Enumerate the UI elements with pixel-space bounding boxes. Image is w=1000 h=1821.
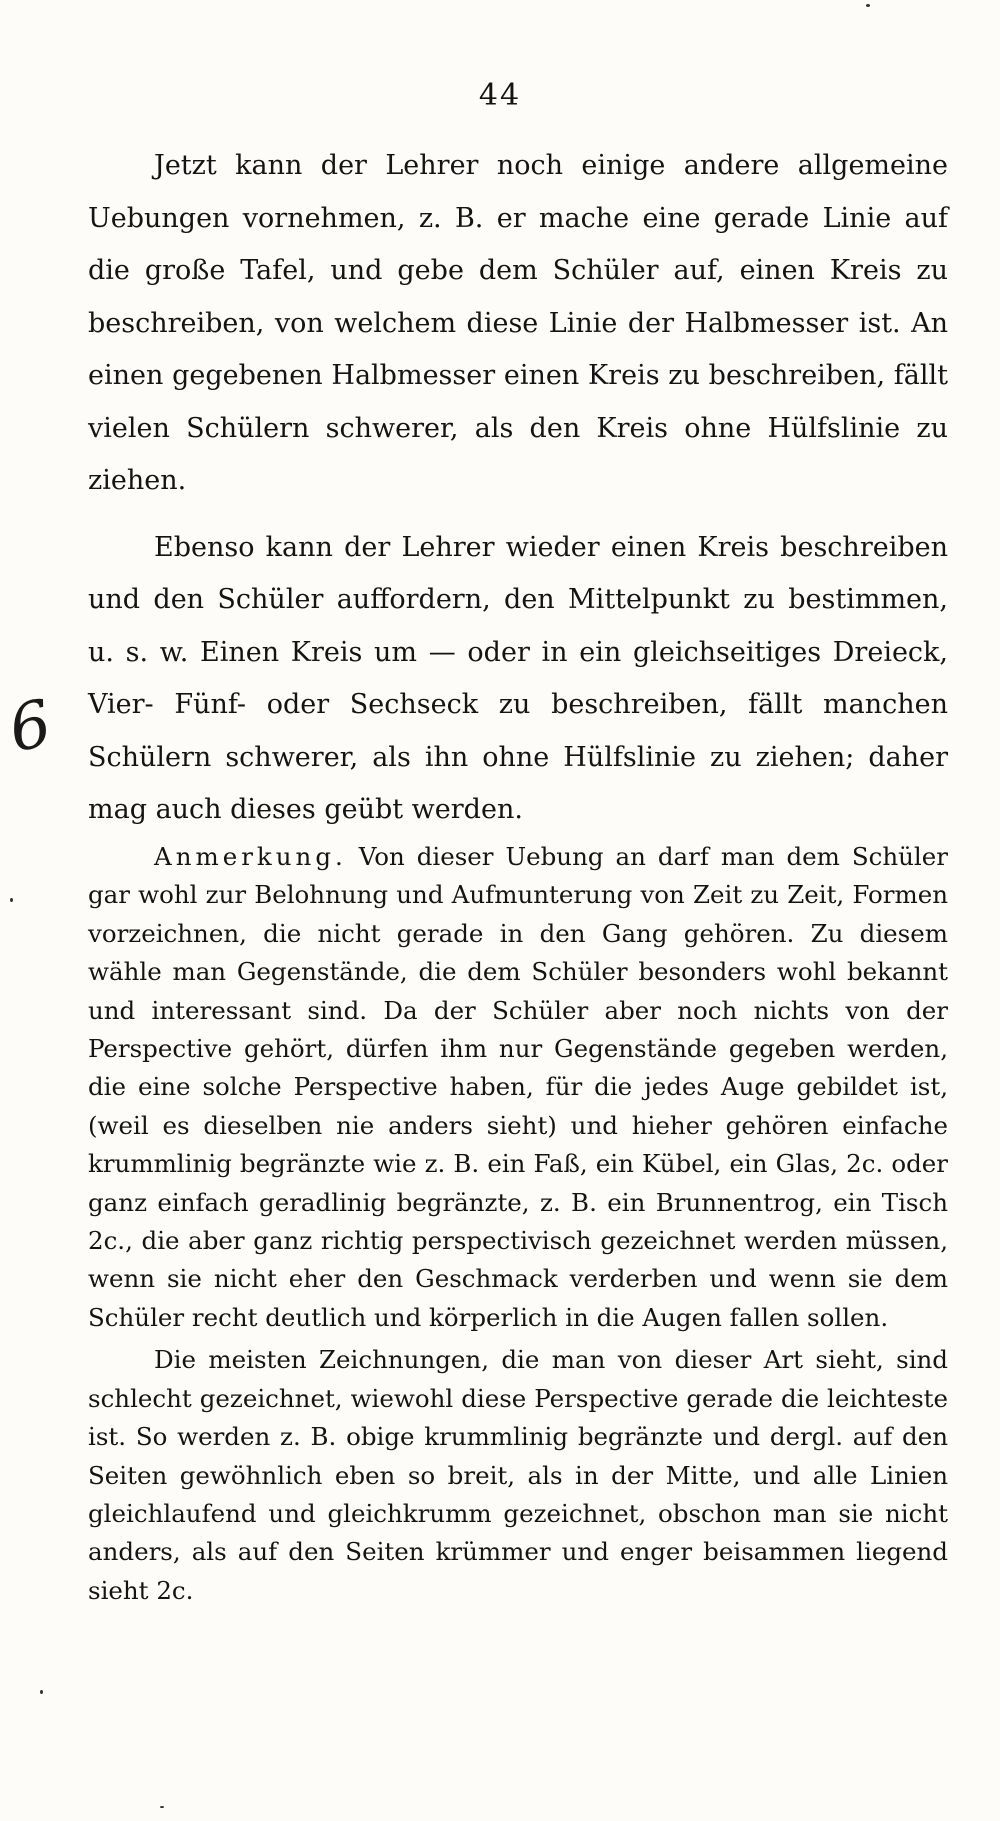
paper-speck (10, 898, 13, 902)
paper-speck (40, 1690, 43, 1694)
page-number: 44 (478, 78, 522, 113)
note-text: Von dieser Uebung an darf man dem Schüler gar wohl zur Belohnung und Aufmunterung von Zeit zu Zeit, Formen vorzeichnen, die nicht gerade in den Gang gehören. Zu diesem wähle man Gegenstände, die dem Schüler besonders wohl bekannt und interessant sind. Da der Schüler aber noch nichts von der Perspective gehört, dürfen ihm nur Gegenstände gegeben werden, die eine solche Perspective haben, für die jedes Auge gebildet ist, (weil es dieselben nie anders sieht) und hieher gehören einfache krummlinig begränzte wie z. B. ein Faß, ein Kübel, ein Glas, 2c. oder ganz einfach geradlinig begränzte, z. B. ein Brunnentrog, ein Tisch 2c., die aber ganz richtig perspectivisch gezeichnet werden müssen, wenn sie nicht eher den Geschmack verderben und wenn sie dem Schüler recht deutlich und körperlich in die Augen fallen sollen. (88, 842, 948, 1332)
note-label: Anmerkung. (154, 842, 347, 871)
paragraph-1: Jetzt kann der Lehrer noch einige andere allgemeine Uebungen vornehmen, z. B. er mache eine gerade Linie auf die große Tafel, und gebe dem Schüler auf, einen Kreis zu beschreiben, von welchem diese Linie der Halbmesser ist. An einen gegebenen Halbmesser einen Kreis zu beschreiben, fällt vielen Schülern schwerer, als den Kreis ohne Hülfslinie zu ziehen. (88, 150, 948, 496)
note-paragraph (88, 838, 948, 1337)
margin-annotation: 6 (2, 686, 58, 768)
paper-speck (160, 1806, 164, 1808)
note-section (88, 838, 948, 1610)
note-continuation: Die meisten Zeichnungen, die man von dieser Art sieht, sind schlecht gezeichnet, wiewohl diese Perspective gerade die leichteste ist. So werden z. B. obige krummlinig begränzte und dergl. auf den Seiten gewöhnlich eben so breit, als in der Mitte, und alle Linien gleichlaufend und gleichkrumm gezeichnet, obschon man sie nicht anders, als auf den Seiten krümmer und enger beisammen liegend sieht 2c. (88, 1345, 948, 1605)
main-text (88, 140, 948, 837)
paper-speck (866, 4, 870, 7)
paragraph-2: Ebenso kann der Lehrer wieder einen Kreis beschreiben und den Schüler auffordern, den Mittelpunkt zu bestimmen, u. s. w. Einen Kreis um — oder in ein gleichseitiges Dreieck, Vier- Fünf- oder Sechseck zu beschreiben, fällt manchen Schülern schwerer, als ihn ohne Hülfslinie zu ziehen; daher mag auch dieses geübt werden. (88, 531, 948, 825)
